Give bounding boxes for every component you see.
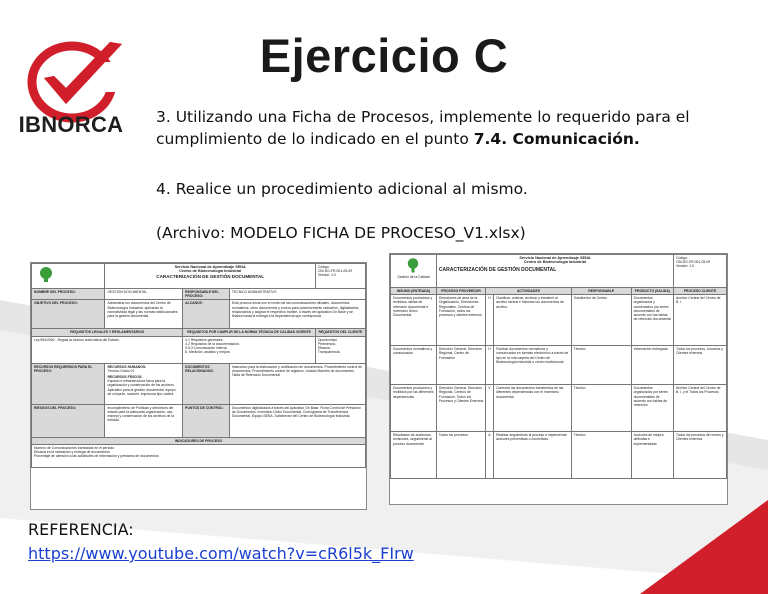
- right-sheet-table: [390, 254, 727, 479]
- right-cell: Todos los procesos, Usuarios y Clientes externos: [674, 346, 727, 385]
- left-docs-value: Instructivo para la elaboración y codificación de documentos. Procedimiento control de documentos. Procedimiento control de registros. Listado Maestro de documentos. Tabla de Retención Documental: [229, 363, 365, 404]
- left-physical-label: RECURSOS FÍSICOS:: [107, 375, 143, 380]
- right-sheet-code-label: Código:: [676, 256, 688, 260]
- right-cell: Realizar seguimiento al proceso e implementar acciones preventivas o correctivas.: [494, 432, 572, 479]
- right-cell: Documentos organizados por series documentales de acuerdo con tablas de retención: [631, 385, 673, 432]
- right-cell: Publicar documentos normativos y comunicados en formato electrónico a través de tipo en la ruta carpeta del Centro de Biotecnología Industrial o correo institucional: [494, 346, 572, 385]
- left-sheet-logo-cell: [32, 264, 105, 289]
- sena-logo-icon: [34, 265, 58, 283]
- right-cell: Documentos organizados y conservados por series documentales de acuerdo con las tablas de retención documental: [631, 295, 673, 346]
- right-cell: Controlar las documentos transferidos de las diferentes dependencias con el inventario documental: [494, 385, 572, 432]
- table-row: [391, 432, 727, 479]
- left-human-value: Técnico Grado 01: [107, 368, 135, 373]
- left-norma-item: 4.2 Requisitos de la documentación.: [185, 341, 240, 346]
- left-physical-value: Espacio e infraestructura física para la organización y conservación de los archivos. Aplicativo para la gestión documental, equipo de cómputo, scanner, impresora tipo cadeni.: [107, 379, 176, 396]
- right-col-header: PROCESO PROVEEDOR: [436, 288, 485, 295]
- paragraph-3-bold: 7.4. Comunicación.: [473, 130, 640, 148]
- left-process-sheet: [30, 262, 367, 510]
- table-row: [391, 295, 727, 346]
- right-cell: H: [486, 295, 494, 346]
- brand-name: IBNORCA: [18, 112, 124, 137]
- left-risks-value: Incumplimiento de Políticas y directrices del estado para la adecuada organización, uso, manejo y conservación de los archivos de la entidad.: [105, 404, 183, 437]
- right-col-header: RESPONSABLE: [571, 288, 631, 295]
- right-col-header: PROCESO CLIENTE: [674, 288, 727, 295]
- left-sheet-code: CBI-DG-FR-001-05-09: [317, 269, 353, 274]
- right-col-header: ACTIVIDADES: [486, 288, 571, 295]
- right-cell: Técnico: [571, 385, 631, 432]
- left-risks-label: RIESGOS DEL PROCESO:: [32, 404, 105, 437]
- right-col-header: PRODUCTO (SALIDA): [631, 288, 673, 295]
- left-sheet-title: CARACTERIZACIÓN DE GESTIÓN DOCUMENTAL: [156, 274, 265, 280]
- right-sheet-version: Versión: 1.0: [676, 264, 694, 269]
- left-sheet-code-cell: [315, 264, 365, 289]
- right-sheet-title: CARACTERIZACIÓN DE GESTIÓN DOCUMENTAL: [438, 267, 557, 274]
- right-cell: A: [486, 432, 494, 479]
- right-sheet-code-cell: [674, 255, 727, 288]
- left-sheet-header: [105, 264, 315, 289]
- left-scope-value: Este proceso inicia con el recibo de las comunicaciones oficiales, documentos normativos, otros documentos y envíos para posteriormente radicarlos, digitalizarlos, relacionarlos y asignar el respectivo tramite, a través del aplicativo On Base y se finaliza hasta la entrega a la dependencia que corresponda.: [229, 300, 365, 329]
- left-resp-value: TECNICO ADMINISTRATIVO: [229, 289, 365, 300]
- left-client-item: Pertinencia.: [317, 341, 336, 346]
- left-sheet-org: Servicio Nacional de Aprendizaje SENA: [174, 265, 246, 269]
- left-docs-label: DOCUMENTOS RELACIONADOS:: [183, 363, 230, 404]
- left-sheet-code-label: Código:: [317, 265, 330, 269]
- paragraph-3-text: 3. Utilizando una Ficha de Procesos, implemente lo requerido para el cumplimiento de lo indicado en el punto: [156, 108, 690, 148]
- right-cell: Archivo Central del Centro de B. I. y el Todos los Procesos: [674, 385, 727, 432]
- right-cell: Documentos normativos y comunicados: [391, 346, 437, 385]
- left-client-item: Transparencia.: [317, 350, 341, 355]
- right-cell: Direcciones de área de la Organización, Direcciones Regionales, Centros de Formación, todos los procesos y clientes externos.: [436, 295, 485, 346]
- left-client-item: Oportunidad.: [317, 337, 338, 342]
- paragraph-4: 4. Realice un procedimiento adicional al mismo.: [156, 180, 528, 198]
- left-resources-label: RECURSOS REQUERIDOS PARA EL PROCESO:: [32, 363, 105, 404]
- right-sheet-header: [436, 255, 673, 288]
- right-cell: Dirección General, Dirección Regional, Centros de Formación, Todos los Procesos y Clientes Externos: [436, 385, 485, 432]
- left-legal-value: Ley 594/2000 - Regula la función archivística del Estado.: [32, 336, 183, 363]
- left-human-label: RECURSOS HUMANOS:: [107, 364, 147, 369]
- left-indicators-list: [32, 444, 366, 467]
- right-cell: Subdirector de Centro: [571, 295, 631, 346]
- right-cell: Técnico: [571, 432, 631, 479]
- right-process-sheet: [389, 253, 728, 505]
- left-client-item: Eficacia.: [317, 346, 331, 351]
- slide-title: Ejercicio C: [259, 29, 509, 82]
- table-row: [391, 385, 727, 432]
- right-cell: Clasificar, ordenar, archivar y transferir al archivo central e historias los documentos de archivo.: [494, 295, 572, 346]
- left-objective-label: OBJETIVO DEL PROCESO:: [32, 300, 105, 329]
- left-scope-label: ALCANCE:: [183, 300, 230, 329]
- left-resp-label: RESPONSABLE DEL PROCESO:: [183, 289, 230, 300]
- left-name-label: NOMBRE DEL PROCESO:: [32, 289, 105, 300]
- left-objective-value: Administrar los documentos del Centro de Biotecnología Industrial, aplicando la normatividad legal y las normas institucionales para la gestión documental.: [105, 300, 183, 329]
- right-logo-caption: Gestión de la Calidad: [397, 275, 430, 280]
- left-indicator-item: Número de Comunicaciones tramitadas en el periodo: [34, 445, 115, 450]
- left-indicator-item: Porcentaje de atención a las solicitudes de información y préstamo de documentos: [34, 454, 159, 459]
- right-cell: Resultados de auditorías, revisiones, seguimiento al proceso documental: [391, 432, 437, 479]
- right-cell: Todos los procesos: [436, 432, 485, 479]
- left-name-value: GESTION DOCUMENTAL: [105, 289, 183, 300]
- left-resources-value: [105, 363, 183, 404]
- paragraph-3: [156, 106, 746, 150]
- left-indicator-item: Eficacia en la radicación y entrega de documentos: [34, 450, 110, 455]
- left-norma-item: 4.1 Requisitos generales.: [185, 337, 224, 342]
- right-sheet-logo-cell: [391, 255, 437, 288]
- right-sheet-code: CBI-DG-FR-001-05-09: [676, 260, 711, 265]
- archivo-note: (Archivo: MODELO FICHA DE PROCESO_V1.xlsx): [156, 224, 526, 242]
- right-cell: Técnico: [571, 346, 631, 385]
- left-req-norma-header: REQUISITOS POR CUMPLIR DE LA NORMA TÉCNICA DE CALIDAD VIGENTE: [183, 329, 316, 336]
- sena-logo-icon: [404, 256, 422, 274]
- right-sheet-center: Centro de Biotecnología Industrial: [523, 260, 586, 265]
- right-cell: V: [486, 385, 494, 432]
- left-sheet-version: Versión: 1.0: [317, 273, 336, 278]
- right-col-header: INSUMO (ENTRADA): [391, 288, 437, 295]
- left-control-value: Documentos digitalizados a través del Aplicativo On Base. Ficha Control de Préstamo de Documentos. Inventario Único Documental. Cronograma de Transferencia Documental. Equipo SENA. Subdirector del Centro de Biotecnología Industrial.: [229, 404, 365, 437]
- left-norma-item: 5.5.3 Comunicación interna.: [185, 346, 228, 351]
- right-cell: Acciones de mejora definidas e implementadas: [631, 432, 673, 479]
- right-sheet-org: Servicio Nacional de Aprendizaje SENA: [519, 256, 591, 260]
- left-sheet-center: Centro de Biotecnología Industrial: [179, 269, 242, 274]
- left-req-client-header: REQUISITOS DEL CLIENTE: [315, 329, 365, 336]
- left-control-label: PUNTOS DE CONTROL:: [183, 404, 230, 437]
- left-client-list: [315, 336, 365, 363]
- right-cell: Archivo Central del Centro de B. I.: [674, 295, 727, 346]
- right-cell: Dirección General, Dirección Regional, Centro de Formación: [436, 346, 485, 385]
- right-cell: H: [486, 346, 494, 385]
- right-cell: Todos los procesos del centro y Clientes externos: [674, 432, 727, 479]
- left-sheet-table: [31, 263, 366, 468]
- right-cell: Documentos producidos y recibidos, tablas de retención documental e Inventario Único Documental.: [391, 295, 437, 346]
- left-norma-item: 8. Medición, análisis y mejora: [185, 350, 230, 355]
- reference-label: REFERENCIA:: [28, 520, 134, 539]
- table-row: [391, 346, 727, 385]
- left-req-legal-header: REQUISITOS LEGALES Y REGLAMENTARIOS: [32, 329, 183, 336]
- left-indicators-header: INDICADORES DE PROCESO: [32, 437, 366, 444]
- reference-link[interactable]: https://www.youtube.com/watch?v=cR6l5k_FIrw: [28, 544, 414, 563]
- right-cell: Documentos producidos y recibidos por las diferentes dependencias: [391, 385, 437, 432]
- left-norma-list: [183, 336, 316, 363]
- right-cell: Información entregada: [631, 346, 673, 385]
